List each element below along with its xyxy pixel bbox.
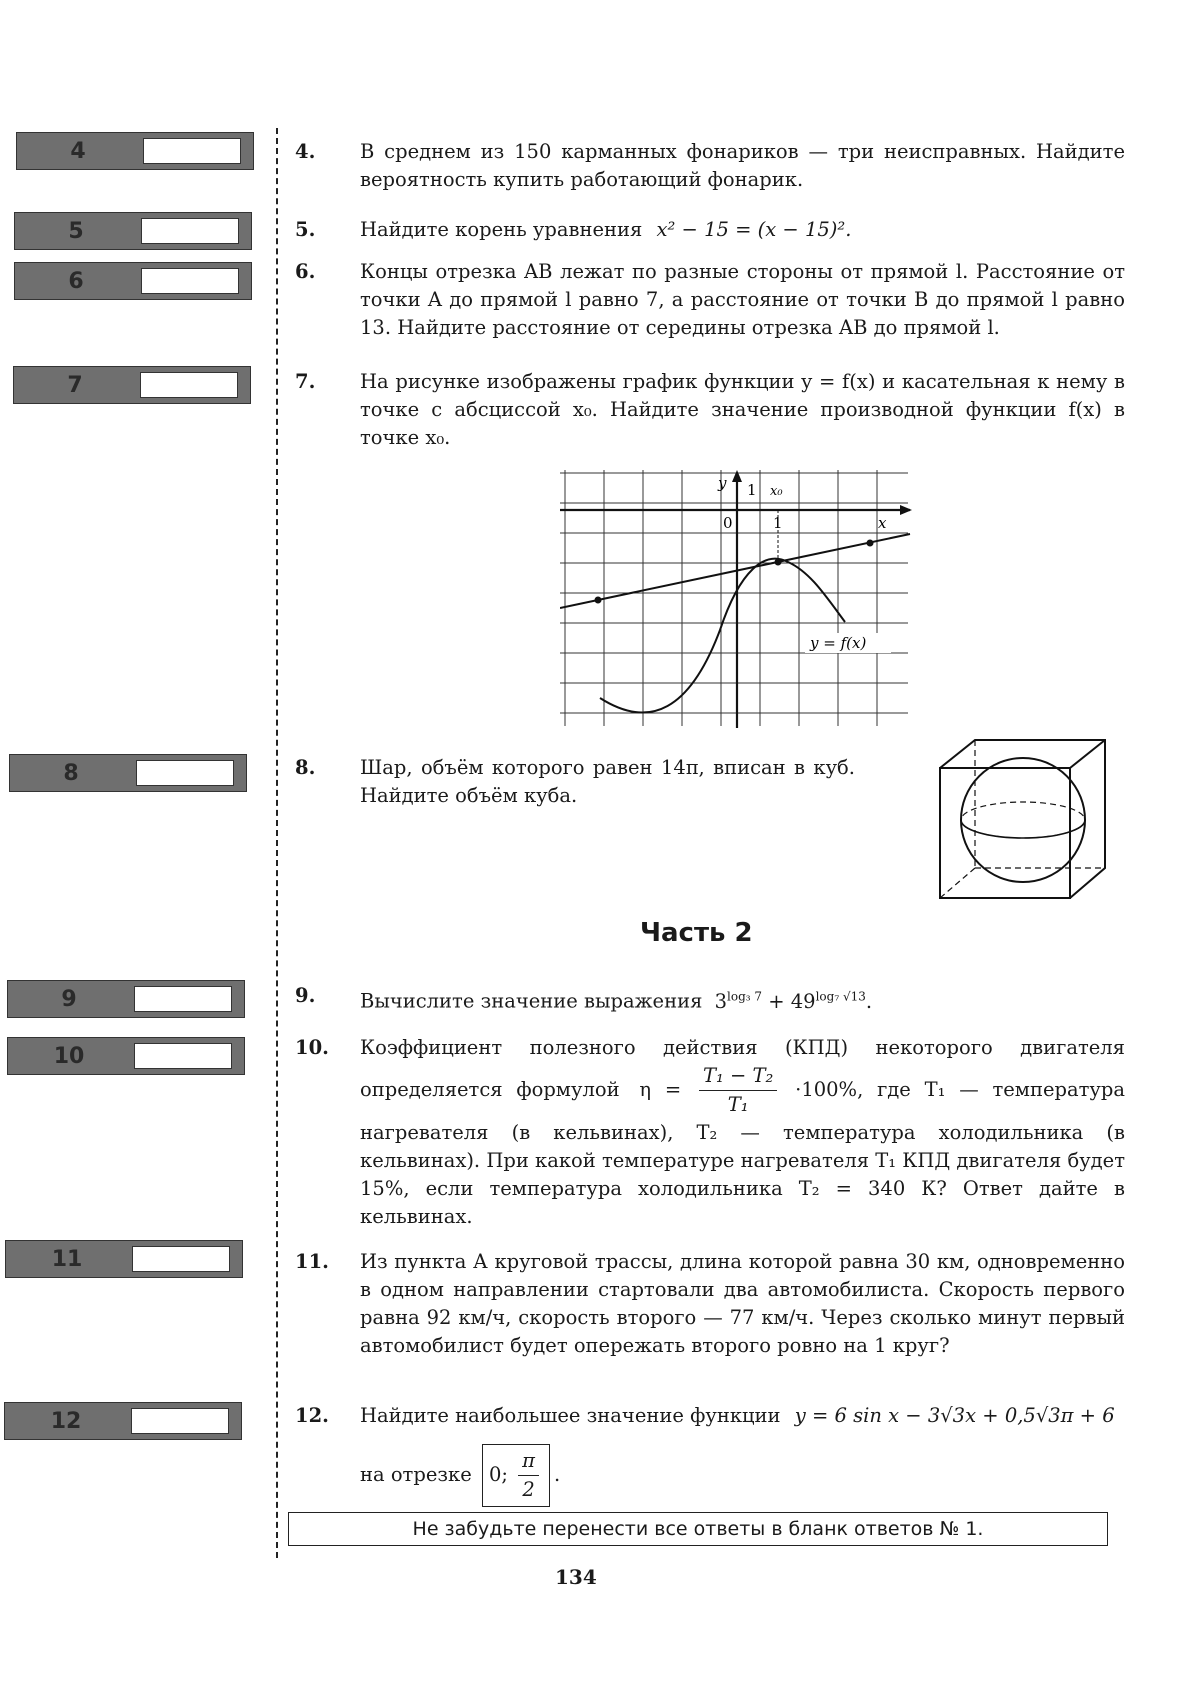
answer-field[interactable] bbox=[143, 138, 241, 164]
answer-box-number: 12 bbox=[50, 1408, 82, 1434]
task-number: 8. bbox=[295, 756, 316, 779]
task-text-lead: Вычислите значение выражения bbox=[360, 989, 703, 1013]
answer-field[interactable] bbox=[134, 1043, 232, 1069]
x-unit-label: 1 bbox=[773, 514, 783, 532]
task-text-part-a: Найдите наибольшее значение функции bbox=[360, 1404, 781, 1427]
answer-reminder: Не забудьте перенести все ответы в бланк ответов № 1. bbox=[288, 1512, 1108, 1546]
task-text: Найдите наибольшее значение функции y = 6 sin x − 3√3x + 0,5√3π + 6 на отрезке 0; $\frac{\pi}{2}$ . bbox=[360, 1402, 1125, 1507]
answer-field[interactable] bbox=[141, 218, 239, 244]
answer-field[interactable] bbox=[136, 760, 234, 786]
task-number: 6. bbox=[295, 260, 316, 283]
answer-field[interactable] bbox=[134, 986, 232, 1012]
origin-label: 0 bbox=[723, 514, 733, 532]
task-6 bbox=[295, 258, 1125, 342]
tangent-line bbox=[560, 534, 910, 608]
expression: $3^{log_3 7} + 49^{log_7 √13}$. bbox=[714, 989, 873, 1013]
task-number: 5. bbox=[295, 218, 316, 241]
task-12 bbox=[295, 1402, 1125, 1507]
task-number: 4. bbox=[295, 140, 316, 163]
answer-box-number: 9 bbox=[61, 986, 77, 1012]
answer-field[interactable] bbox=[132, 1246, 230, 1272]
curve-label: y = f(x) bbox=[810, 634, 867, 652]
task-number: 7. bbox=[295, 370, 316, 393]
task-number: 11. bbox=[295, 1250, 329, 1273]
task-text-part-a: Коэффициент полезного действия (КПД) некоторого двигателя определяется формулой bbox=[360, 1036, 1125, 1101]
task-text: Концы отрезка AB лежат по разные стороны от прямой l. Расстояние от точки A до прямой l равно 7, а расстояние от точки B до прямой l равно 13. Найдите расстояние от середины отрезка AB до прямой l. bbox=[360, 260, 1125, 339]
function-formula: y = 6 sin x − 3√3x + 0,5√3π + 6 bbox=[794, 1404, 1115, 1427]
x0-label: x₀ bbox=[770, 484, 783, 499]
task-text: На рисунке изображены график функции y = f(x) и касательная к нему в точке с абсциссой x₀. Найдите значение производной функции f(x) в точке x₀. bbox=[360, 370, 1125, 449]
answer-field[interactable] bbox=[141, 268, 239, 294]
y-unit-label: 1 bbox=[747, 481, 757, 499]
answer-field[interactable] bbox=[131, 1408, 229, 1434]
answer-box-number: 6 bbox=[68, 268, 84, 294]
answer-box-4 bbox=[16, 132, 254, 170]
answer-box-number: 5 bbox=[68, 218, 84, 244]
task-9 bbox=[295, 982, 1125, 1016]
task-8 bbox=[295, 754, 855, 810]
task-10 bbox=[295, 1034, 1125, 1231]
task-text: Шар, объём которого равен 14π, вписан в куб. Найдите объём куба. bbox=[360, 756, 855, 807]
efficiency-formula: η = $\frac{\text{T₁ − T₂}}{\text{T₁}}$ ·100%, bbox=[639, 1064, 864, 1116]
task-number: 10. bbox=[295, 1036, 329, 1059]
page-number: 134 bbox=[555, 1565, 597, 1589]
task-text-lead: Найдите корень уравнения bbox=[360, 218, 643, 241]
y-axis-label: y bbox=[718, 474, 727, 492]
answer-box-10 bbox=[7, 1037, 245, 1075]
function-graph bbox=[560, 470, 920, 730]
equation: x² − 15 = (x − 15)². bbox=[656, 218, 852, 241]
answer-box-9 bbox=[7, 980, 245, 1018]
interval: 0; $\frac{\pi}{2}$ bbox=[482, 1444, 550, 1507]
cube-sphere-figure bbox=[935, 738, 1115, 908]
task-text: В среднем из 150 карманных фонариков — три неисправных. Найдите вероятность купить работающий фонарик. bbox=[360, 140, 1125, 191]
answer-box-5 bbox=[14, 212, 252, 250]
task-text-part-b: где T₁ — температура нагревателя (в кельвинах), T₂ — температура холодильника (в кельвинах). При какой температуре нагревателя T₁ КПД двигателя будет 15%, если температура холодильника T₂ = 340 К? Ответ дайте в кельвинах. bbox=[360, 1078, 1126, 1228]
answer-box-12 bbox=[4, 1402, 242, 1440]
task-11 bbox=[295, 1248, 1125, 1360]
x-axis-label: x bbox=[878, 514, 887, 532]
answer-box-number: 7 bbox=[67, 372, 83, 398]
task-number: 12. bbox=[295, 1404, 329, 1427]
answer-box-6 bbox=[14, 262, 252, 300]
task-5 bbox=[295, 216, 1125, 244]
task-4 bbox=[295, 138, 1125, 194]
answer-box-11 bbox=[5, 1240, 243, 1278]
task-text: Из пункта А круговой трассы, длина которой равна 30 км, одновременно в одном направлении стартовали два автомобилиста. Скорость первого равна 92 км/ч, скорость второго — 77 км/ч. Через сколько минут первый автомобилист будет опережать второго ровно на 1 круг? bbox=[360, 1250, 1125, 1357]
cut-line bbox=[276, 128, 278, 1558]
answer-box-8 bbox=[9, 754, 247, 792]
answer-box-number: 11 bbox=[51, 1246, 83, 1272]
answer-box-7 bbox=[13, 366, 251, 404]
answer-box-number: 10 bbox=[53, 1043, 85, 1069]
task-text bbox=[360, 982, 1125, 1016]
answer-box-number: 8 bbox=[63, 760, 79, 786]
task-number: 9. bbox=[295, 984, 316, 1007]
task-text bbox=[360, 1034, 1125, 1231]
part-2-title: Часть 2 bbox=[640, 918, 753, 948]
task-7 bbox=[295, 368, 1125, 452]
task-text-part-b: на отрезке bbox=[360, 1463, 472, 1486]
answer-field[interactable] bbox=[140, 372, 238, 398]
task-text bbox=[360, 216, 1125, 244]
answer-box-number: 4 bbox=[70, 138, 86, 164]
